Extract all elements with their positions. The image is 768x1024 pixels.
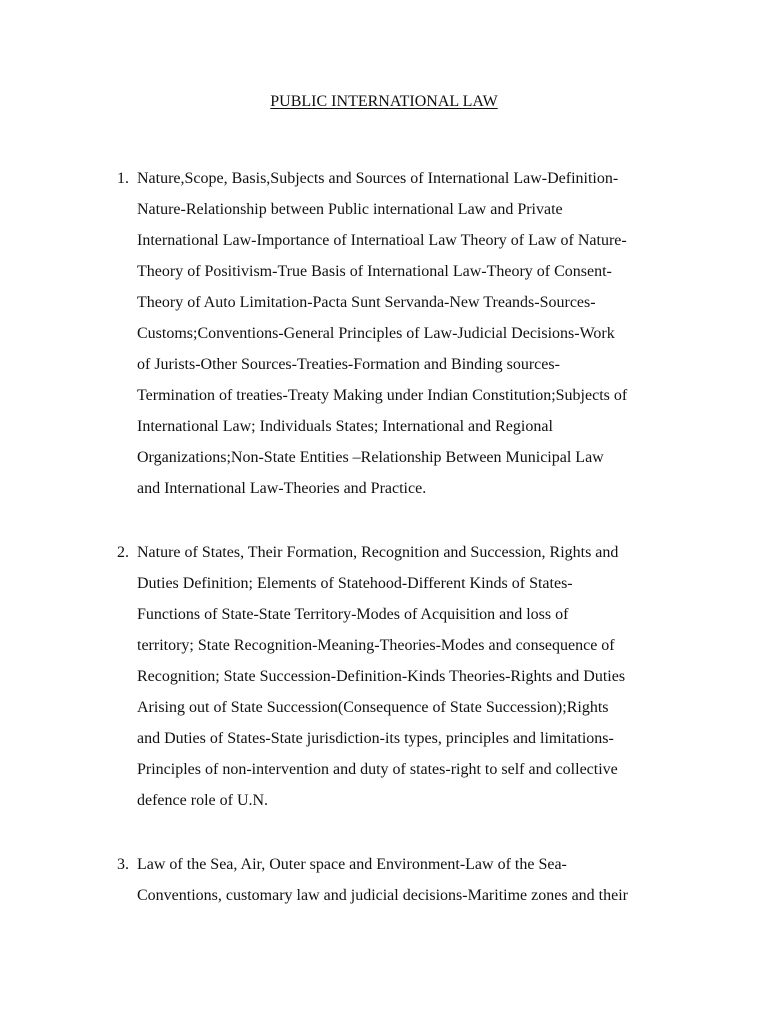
list-item-number: 2.: [117, 544, 129, 561]
list-item-text: [137, 537, 697, 816]
text-line: Customs;Conventions-General Principles of Law-Judicial Decisions-Work: [137, 325, 615, 342]
text-line: Nature of States, Their Formation, Recognition and Succession, Rights and: [137, 544, 619, 561]
text-line: Theory of Auto Limitation-Pacta Sunt Servanda-New Treands-Sources-: [137, 294, 596, 311]
text-line: International Law-Importance of Internatioal Law Theory of Law of Nature-: [137, 232, 627, 249]
document-title: PUBLIC INTERNATIONAL LAW: [270, 93, 498, 110]
text-line: Principles of non-intervention and duty of states-right to self and collective: [137, 761, 618, 778]
text-line: Organizations;Non-State Entities –Relationship Between Municipal Law: [137, 449, 604, 466]
text-line: territory; State Recognition-Meaning-Theories-Modes and consequence of: [137, 637, 615, 654]
text-line: Theory of Positivism-True Basis of International Law-Theory of Consent-: [137, 263, 612, 280]
text-line: International Law; Individuals States; International and Regional: [137, 418, 553, 435]
list-item-text: [137, 163, 697, 504]
text-line: Law of the Sea, Air, Outer space and Environment-Law of the Sea-: [137, 856, 567, 873]
text-line: Functions of State-State Territory-Modes of Acquisition and loss of: [137, 606, 569, 623]
text-line: defence role of U.N.: [137, 792, 269, 809]
text-line: of Jurists-Other Sources-Treaties-Formation and Binding sources-: [137, 356, 560, 373]
text-line: and Duties of States-State jurisdiction-its types, principles and limitations-: [137, 730, 614, 747]
text-line: Nature-Relationship between Public international Law and Private: [137, 201, 563, 218]
text-line: and International Law-Theories and Practice.: [137, 480, 427, 497]
list-item-number: 1.: [117, 170, 129, 187]
list-item-text: [137, 849, 697, 911]
text-line: Nature,Scope, Basis,Subjects and Sources of International Law-Definition-: [137, 170, 619, 187]
list-item-number: 3.: [117, 856, 129, 873]
text-line: Arising out of State Succession(Consequence of State Succession);Rights: [137, 699, 609, 716]
text-line: Termination of treaties-Treaty Making under Indian Constitution;Subjects of: [137, 387, 628, 404]
text-line: Recognition; State Succession-Definition-Kinds Theories-Rights and Duties: [137, 668, 626, 685]
text-line: Duties Definition; Elements of Statehood-Different Kinds of States-: [137, 575, 573, 592]
text-line: Conventions, customary law and judicial decisions-Maritime zones and their: [137, 887, 628, 904]
